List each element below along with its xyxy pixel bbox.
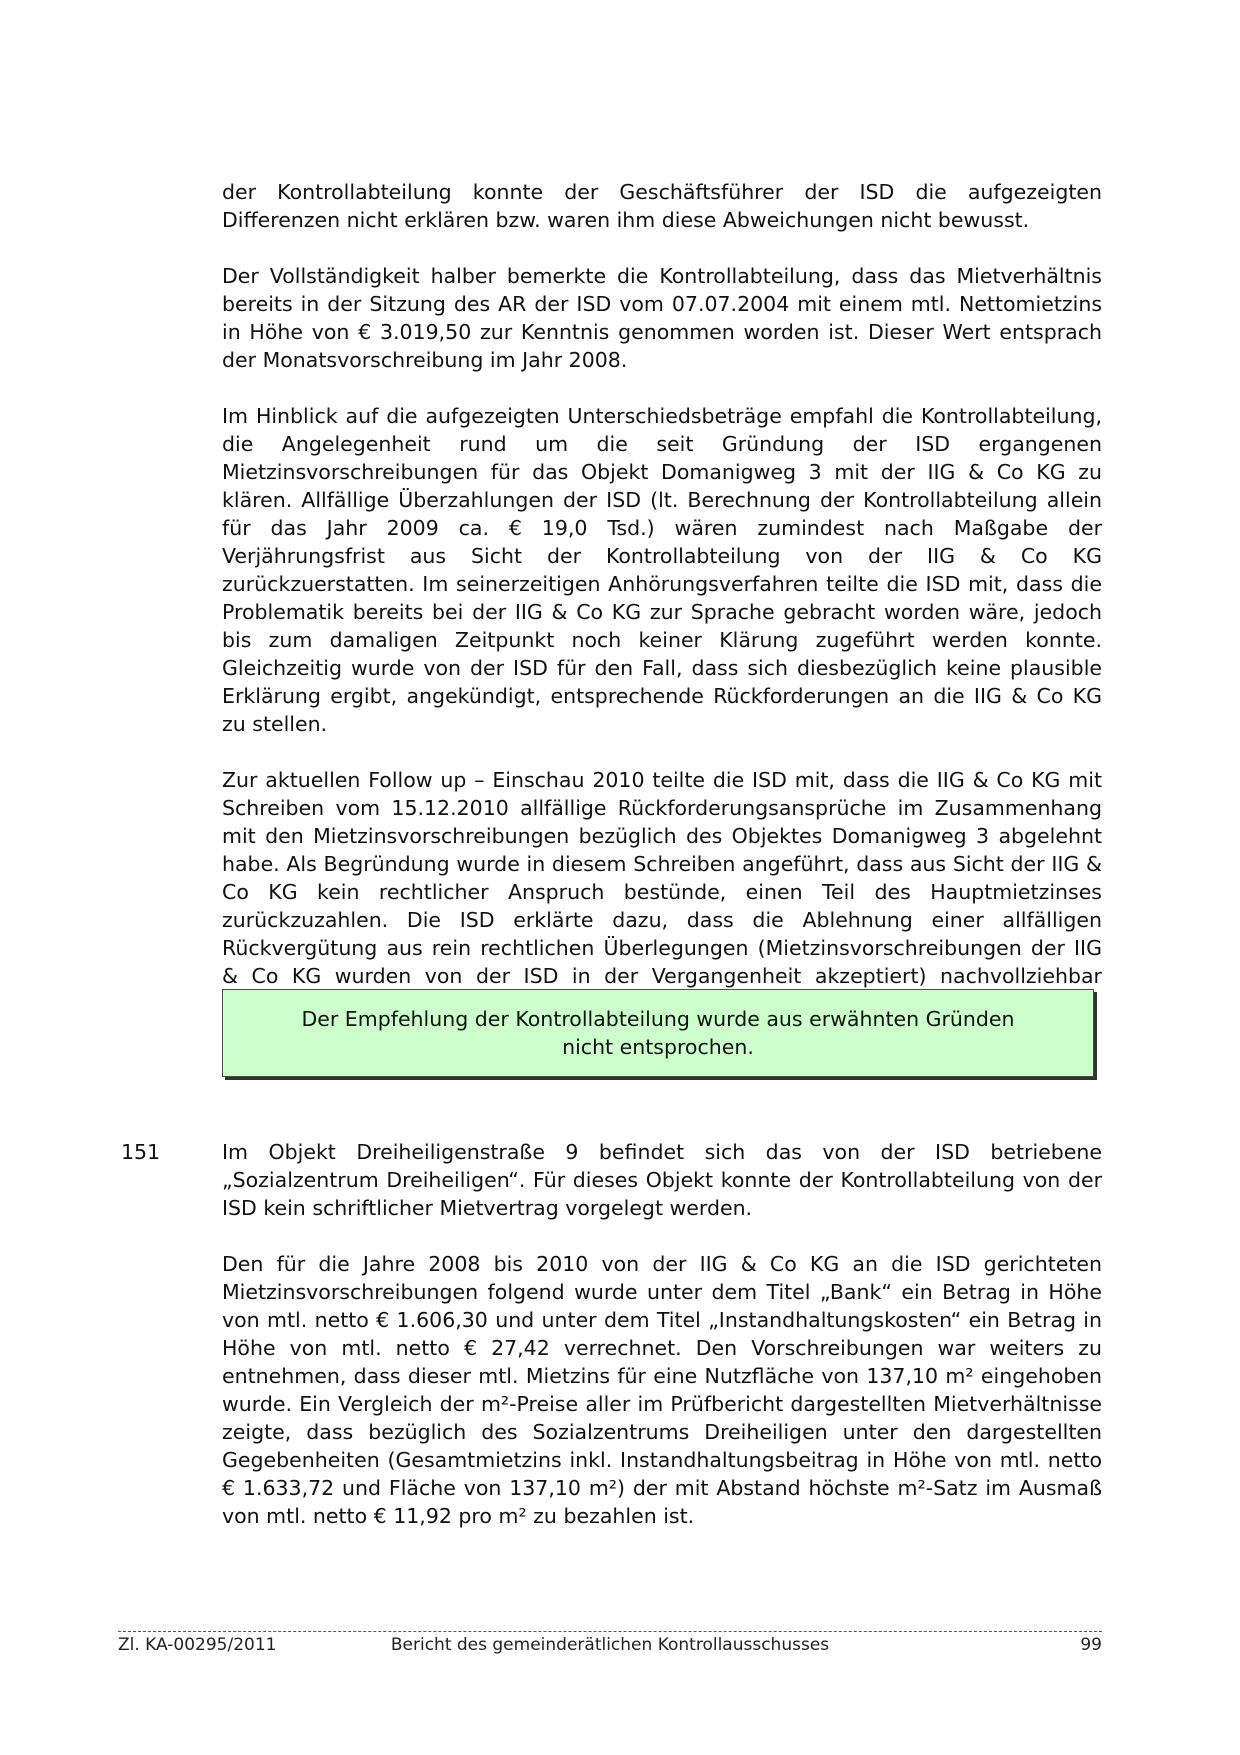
paragraph-differences: der Kontrollabteilung konnte der Geschäftsführer der ISD die aufgezeigten Differenzen nicht erklären bzw. waren ihm diese Abweichungen nicht bewusst. [222, 180, 1102, 232]
main-text-section-151 [222, 1138, 1102, 1530]
recommendation-text [301, 1005, 1014, 1061]
paragraph-completeness: Der Vollständigkeit halber bemerkte die Kontrollabteilung, dass das Mietverhältnis bereits in der Sitzung des AR der ISD vom 07.07.2004 mit einem mtl. Nettomietzins in Höhe von € 3.019,50 zur Kenntnis genommen worden ist. Dieser Wert entsprach der Monatsvorschreibung im Jahr 2008. [222, 264, 1102, 372]
main-text-top [222, 178, 1102, 1018]
footer-divider [118, 1631, 1102, 1632]
paragraph-rent-calculation: Den für die Jahre 2008 bis 2010 von der IIG & Co KG an die ISD gerichteten Mietzinsvorschreibungen folgend wurde unter dem Titel „Bank“ ein Betrag in Höhe von mtl. netto € 1.606,30 und unter dem Titel „Instandhaltungskosten“ ein Betrag in Höhe von mtl. netto € 27,42 verrechnet. Den Vorschreibungen war weiters zu entnehmen, dass dieser mtl. Mietzins für eine Nutzfläche von 137,10 m² eingehoben wurde. Ein Vergleich der m²-Preise aller im Prüfbericht dargestellten Mietverhältnisse zeigte, dass bezüglich des Sozialzentrums Dreiheiligen unter den dargestellten Gegebenheiten (Gesamtmietzins inkl. Instandhaltungsbeitrag in Höhe von mtl. netto € 1.633,72 und Fläche von 137,10 m²) der mit Abstand höchste m²-Satz im Ausmaß von mtl. netto € 11,92 pro m² zu bezahlen ist. [222, 1252, 1102, 1528]
paragraph-dreiheiligen: Im Objekt Dreiheiligenstraße 9 befindet sich das von der ISD betriebene „Sozialzentrum Dreiheiligen“. Für dieses Objekt konnte der Kontrollabteilung von der ISD kein schriftlicher Mietvertrag vorgelegt werden. [222, 1140, 1102, 1220]
paragraph-recommendation: Im Hinblick auf die aufgezeigten Unterschiedsbeträge empfahl die Kontrollabteilung, die Angelegenheit rund um die seit Gründung der ISD ergangenen Mietzinsvorschreibungen für das Objekt Domanigweg 3 mit der IIG & Co KG zu klären. Allfällige Überzahlungen der ISD (lt. Berechnung der Kontrollabteilung allein für das Jahr 2009 ca. € 19,0 Tsd.) wären zumindest nach Maßgabe der Verjährungsfrist aus Sicht der Kontrollabteilung von der IIG & Co KG zurückzuerstatten. Im seinerzeitigen Anhörungsverfahren teilte die ISD mit, dass die Problematik bereits bei der IIG & Co KG zur Sprache gebracht worden wäre, jedoch bis zum damaligen Zeitpunkt noch keiner Klärung zugeführt werden konnte. Gleichzeitig wurde von der ISD für den Fall, dass sich diesbezüglich keine plausible Erklärung ergibt, angekündigt, entsprechende Rückforderungen an die IIG & Co KG zu stellen. [222, 404, 1102, 736]
footer-reference: Zl. KA-00295/2011 [118, 1635, 277, 1655]
recommendation-line-1: Der Empfehlung der Kontrollabteilung wurde aus erwähnten Gründen [301, 1007, 1015, 1031]
footer-title: Bericht des gemeinderätlichen Kontrollausschusses [390, 1635, 830, 1655]
page-number: 99 [1080, 1635, 1102, 1655]
paragraph-follow-up: Zur aktuellen Follow up – Einschau 2010 teilte die ISD mit, dass die IIG & Co KG mit Schreiben vom 15.12.2010 allfällige Rückforderungsansprüche im Zusammenhang mit den Mietzinsvorschreibungen bezüglich des Objektes Domanigweg 3 abgelehnt habe. Als Begründung wurde in diesem Schreiben angeführt, dass aus Sicht der IIG & Co KG kein rechtlicher Anspruch bestünde, einen Teil des Hauptmietzinses zurückzuzahlen. Die ISD erklärte dazu, dass die Ablehnung einer allfälligen Rückvergütung aus rein rechtlichen Überlegungen (Mietzinsvorschreibungen der IIG & Co KG wurden von der ISD in der Vergangenheit akzeptiert) nachvollziehbar [222, 768, 1102, 988]
section-number: 151 [121, 1140, 161, 1164]
recommendation-box [222, 989, 1094, 1077]
recommendation-line-2: nicht entsprochen. [562, 1035, 754, 1059]
